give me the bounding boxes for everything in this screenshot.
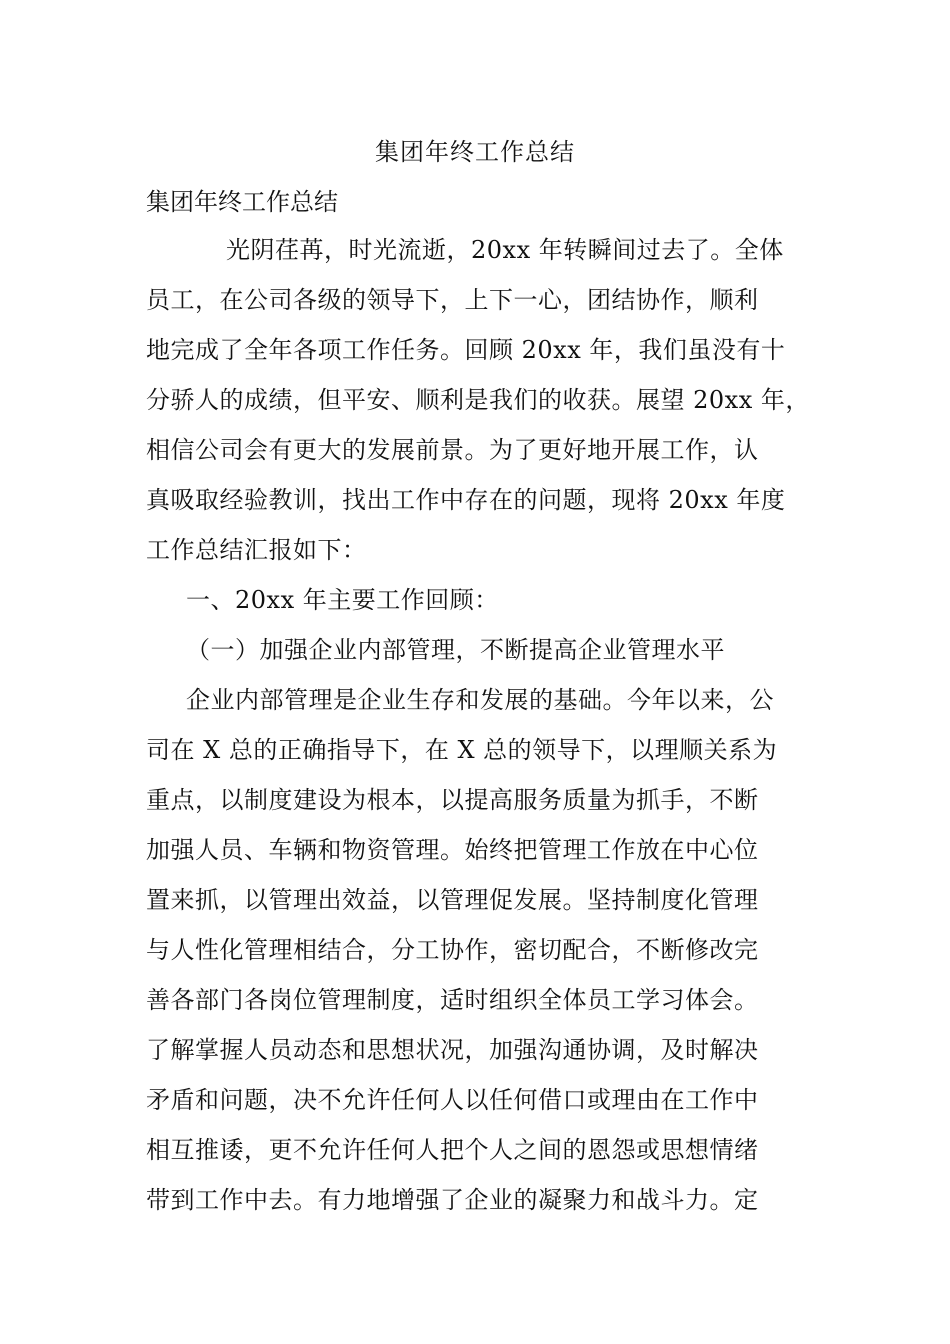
paragraph-2-line: 相互推诿，更不允许任何人把个人之间的恩怨或思想情绪 — [146, 1136, 759, 1164]
paragraph-1-line: 地完成了全年各项工作任务。回顾 20xx 年，我们虽没有十 — [146, 336, 786, 364]
document-subtitle: 集团年终工作总结 — [146, 188, 338, 216]
paragraph-2-line: 带到工作中去。有力地增强了企业的凝聚力和战斗力。定 — [146, 1186, 759, 1214]
paragraph-1-line: 真吸取经验教训，找出工作中存在的问题，现将 20xx 年度 — [146, 486, 786, 514]
paragraph-2-line: 与人性化管理相结合，分工协作，密切配合，不断修改完 — [146, 936, 759, 964]
paragraph-1-line: 光阴荏苒，时光流逝，20xx 年转瞬间过去了。全体 — [226, 236, 784, 264]
paragraph-2-line: 置来抓，以管理出效益，以管理促发展。坚持制度化管理 — [146, 886, 759, 914]
paragraph-1-line: 分骄人的成绩，但平安、顺利是我们的收获。展望 20xx 年， — [146, 386, 810, 414]
paragraph-1-line: 相信公司会有更大的发展前景。为了更好地开展工作，认 — [146, 436, 759, 464]
document-title: 集团年终工作总结 — [375, 138, 575, 166]
paragraph-2-line: 重点，以制度建设为根本，以提高服务质量为抓手，不断 — [146, 786, 759, 814]
paragraph-2-line: 矛盾和问题，决不允许任何人以任何借口或理由在工作中 — [146, 1086, 759, 1114]
paragraph-2-line: 了解掌握人员动态和思想状况，加强沟通协调，及时解决 — [146, 1036, 759, 1064]
paragraph-2-line: 企业内部管理是企业生存和发展的基础。今年以来，公 — [186, 686, 774, 714]
paragraph-2-line: 善各部门各岗位管理制度，适时组织全体员工学习体会。 — [146, 986, 759, 1014]
subsection-1-heading: （一）加强企业内部管理，不断提高企业管理水平 — [186, 636, 725, 664]
section-1-heading: 一、20xx 年主要工作回顾： — [186, 586, 499, 614]
paragraph-2-line: 司在 X 总的正确指导下，在 X 总的领导下，以理顺关系为 — [146, 736, 778, 764]
paragraph-1-line: 员工，在公司各级的领导下，上下一心，团结协作，顺利 — [146, 286, 759, 314]
paragraph-1-line: 工作总结汇报如下： — [146, 536, 367, 564]
paragraph-2-line: 加强人员、车辆和物资管理。始终把管理工作放在中心位 — [146, 836, 759, 864]
